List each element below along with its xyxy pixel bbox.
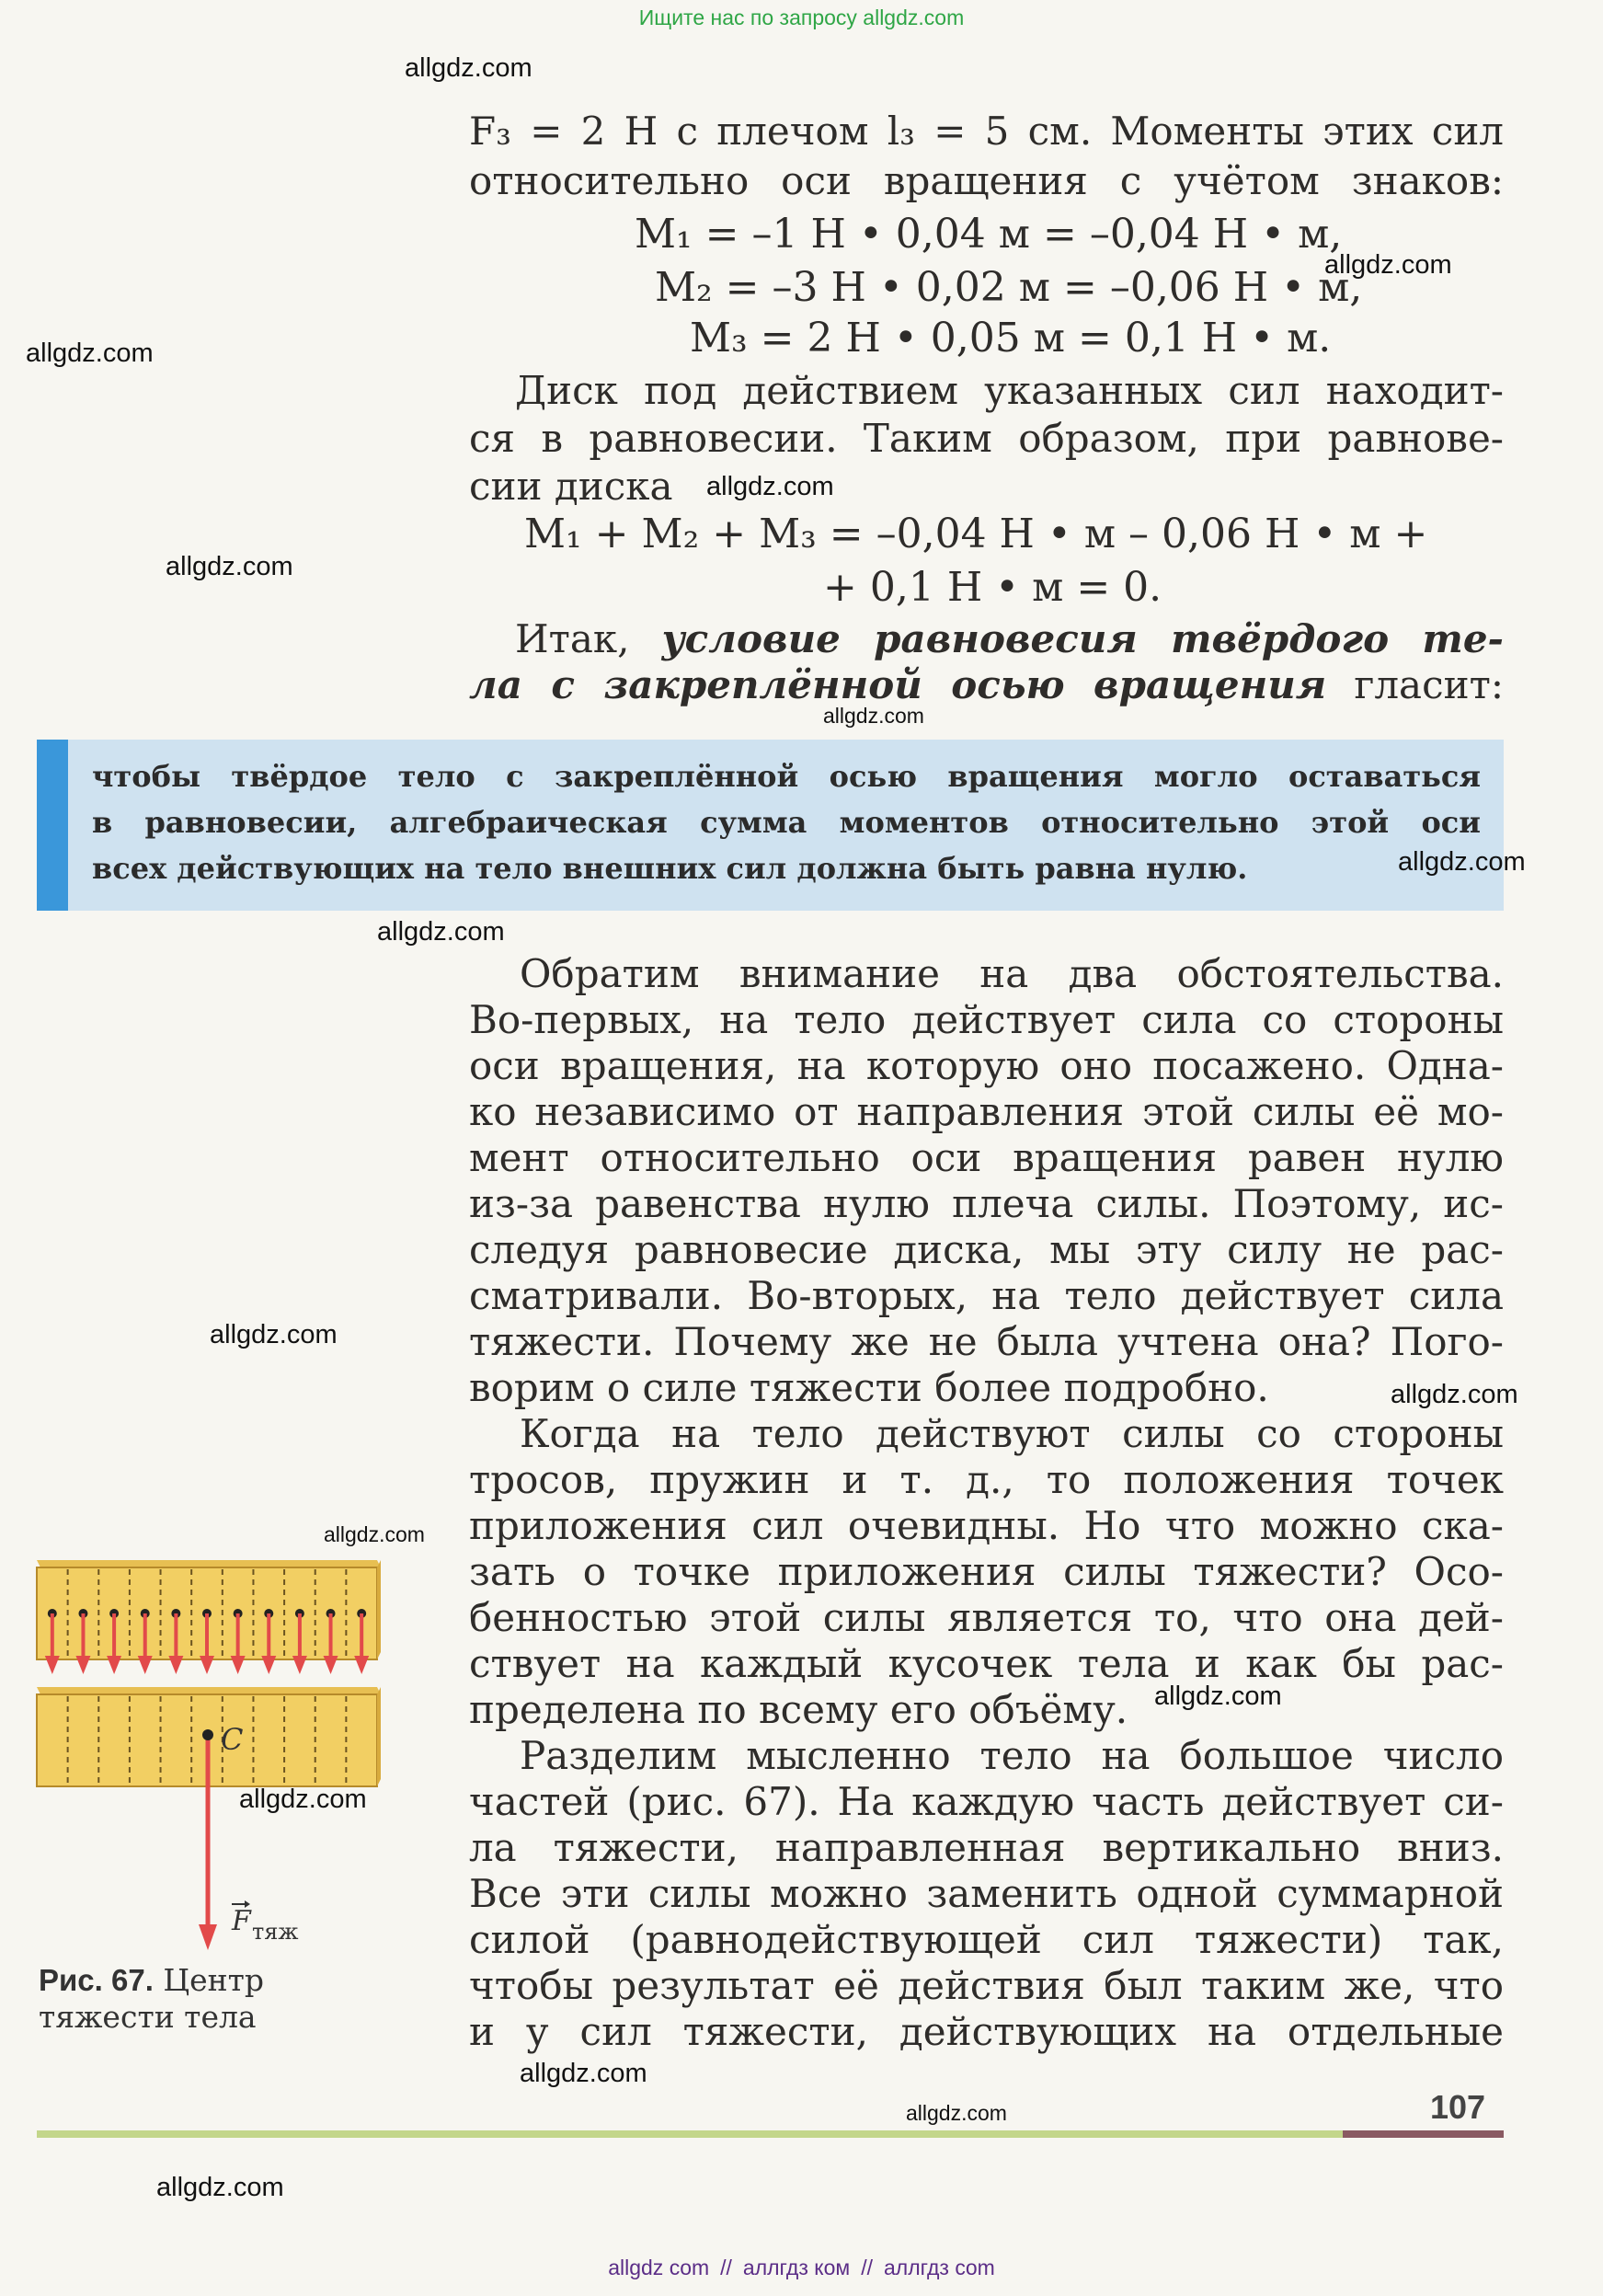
watermark: allgdz.com: [1324, 250, 1452, 280]
text-line: тросов, пружин и т. д., то положения точек: [469, 1457, 1504, 1502]
text-line: Все эти силы можно заменить одной суммарной: [469, 1871, 1504, 1916]
bottom-rule-accent: [1343, 2130, 1504, 2138]
text-line: тяжести. Почему же не была учтена она? Пого-: [469, 1319, 1504, 1364]
separator: //: [720, 2256, 732, 2279]
text-line: ла тяжести, направленная вертикально вниз.: [469, 1825, 1504, 1870]
equation-m1: M₁ = –1 Н • 0,04 м = –0,04 Н • м,: [635, 211, 1343, 258]
watermark: allgdz.com: [1398, 847, 1526, 877]
watermark: allgdz.com: [906, 2101, 1007, 2125]
text-line: пределена по всему его объёму.: [469, 1687, 1128, 1732]
watermark: allgdz.com: [520, 2059, 647, 2088]
watermark: allgdz.com: [1154, 1682, 1282, 1711]
part-gravity-arrowhead: [354, 1656, 369, 1674]
watermark: allgdz.com: [706, 472, 834, 501]
force-label: F: [232, 1905, 251, 1937]
condition-suffix: гласит:: [1354, 662, 1505, 707]
condition-bold: ла с закреплённой осью вращения: [469, 662, 1327, 707]
part-gravity-arrowhead: [45, 1656, 60, 1674]
caption-text-2: тяжести тела: [39, 1999, 257, 2035]
text-line: Диск под действием указанных сил находит-: [515, 368, 1504, 413]
text-line: из-за равенства нулю плеча силы. Поэтому, ис-: [469, 1181, 1504, 1226]
condition-bold: условие равновесия твёрдого те-: [661, 616, 1504, 661]
gravity-arrowhead: [199, 1924, 217, 1950]
watermark: allgdz.com: [405, 53, 532, 83]
text-line: оси вращения, на которую оно посажено. Одна-: [469, 1043, 1504, 1088]
equation-sum: M₁ + M₂ + M₃ = –0,04 Н • м – 0,06 Н • м +: [524, 511, 1428, 557]
text-line: бенностью этой силы является то, что она дей-: [469, 1595, 1504, 1640]
text-line: ствует на каждый кусочек тела и как бы рас-: [469, 1641, 1504, 1686]
condition-line-2: [469, 662, 1504, 708]
text-line: относительно оси вращения с учётом знаков:: [469, 158, 1504, 203]
part-gravity-arrowhead: [292, 1656, 307, 1674]
watermark: allgdz.com: [210, 1320, 338, 1349]
bottom-banner[interactable]: [0, 2256, 1603, 2280]
condition-line-1: [515, 616, 1504, 662]
part-gravity-arrowhead: [168, 1656, 183, 1674]
condition-prefix: Итак,: [515, 616, 630, 661]
text-line: сматривали. Во-вторых, на тело действует сила: [469, 1273, 1504, 1318]
separator: //: [861, 2256, 873, 2279]
center-label: C: [221, 1722, 244, 1757]
text-line: ся в равновесии. Таким образом, при равнове-: [469, 416, 1504, 461]
text-line: чтобы результат её действия был таким же, что: [469, 1963, 1504, 2008]
top-banner[interactable]: Ищите нас по запросу allgdz.com: [638, 6, 965, 29]
text-line: Обратим внимание на два обстоятельства.: [520, 951, 1504, 996]
rule-accent-bar: [37, 740, 68, 911]
equation-m3: M₃ = 2 Н • 0,05 м = 0,1 Н • м.: [690, 315, 1332, 362]
part-gravity-arrowhead: [107, 1656, 121, 1674]
text-line: силой (равнодействующей сил тяжести) так,: [469, 1917, 1504, 1962]
part-gravity-arrowhead: [231, 1656, 246, 1674]
bottom-rule: [37, 2130, 1504, 2138]
watermark: allgdz.com: [156, 2173, 284, 2202]
bottom-banner-link[interactable]: allgdz com: [608, 2256, 710, 2279]
equation-sum-cont: + 0,1 Н • м = 0.: [823, 564, 1162, 611]
text-line: и у сил тяжести, действующих на отдельные: [469, 2009, 1504, 2054]
text-line: ворим о силе тяжести более подробно.: [469, 1365, 1269, 1410]
watermark: allgdz.com: [166, 552, 293, 581]
text-line: F₃ = 2 Н с плечом l₃ = 5 см. Моменты этих сил: [469, 109, 1504, 154]
plank-top: [37, 1560, 381, 1674]
text-line: Разделим мысленно тело на большое число: [520, 1733, 1504, 1778]
text-line: зать о точке приложения силы тяжести? Осо-: [469, 1549, 1504, 1594]
page-number: 107: [1430, 2088, 1486, 2126]
text-line: частей (рис. 67). На каждую часть действует си-: [469, 1779, 1504, 1824]
text-line: сии диска: [469, 464, 673, 509]
text-line: мент относительно оси вращения равен нулю: [469, 1135, 1504, 1180]
text-line: следуя равновесие диска, мы эту силу не рас-: [469, 1227, 1504, 1272]
text-line: ко независимо от направления этой силы её мо-: [469, 1089, 1504, 1134]
rule-line: чтобы твёрдое тело с закреплённой осью вращения могло оставаться: [92, 759, 1481, 794]
bottom-banner-link[interactable]: аллгдз ком: [742, 2256, 851, 2279]
center-of-gravity-point: [202, 1729, 213, 1740]
part-gravity-arrowhead: [138, 1656, 153, 1674]
part-gravity-arrowhead: [324, 1656, 338, 1674]
rule-line: в равновесии, алгебраическая сумма моментов относительно этой оси: [92, 805, 1481, 840]
part-gravity-arrowhead: [75, 1656, 90, 1674]
watermark: allgdz.com: [823, 704, 924, 728]
equation-m2: M₂ = –3 Н • 0,02 м = –0,06 Н • м,: [655, 264, 1363, 311]
text-line: Во-первых, на тело действует сила со стороны: [469, 997, 1504, 1042]
text-line: приложения сил очевидны. Но что можно ска-: [469, 1503, 1504, 1548]
watermark: allgdz.com: [26, 339, 154, 368]
rule-box: [37, 740, 1504, 911]
caption-text: Центр: [163, 1962, 265, 1998]
watermark: allgdz.com: [1391, 1380, 1518, 1409]
part-gravity-arrowhead: [261, 1656, 276, 1674]
figure-caption: [39, 1962, 264, 2036]
force-subscript: тяж: [252, 1919, 299, 1945]
part-gravity-arrowhead: [200, 1656, 214, 1674]
bottom-banner-link[interactable]: аллгдз com: [883, 2256, 995, 2279]
watermark: allgdz.com: [377, 917, 505, 947]
watermark: allgdz.com: [239, 1785, 367, 1814]
text-line: Когда на тело действуют силы со стороны: [520, 1411, 1504, 1456]
rule-line: всех действующих на тело внешних сил должна быть равна нулю.: [92, 851, 1248, 886]
caption-number: Рис. 67.: [39, 1963, 154, 1997]
watermark: allgdz.com: [324, 1522, 425, 1546]
figure-67: [35, 1560, 384, 1956]
